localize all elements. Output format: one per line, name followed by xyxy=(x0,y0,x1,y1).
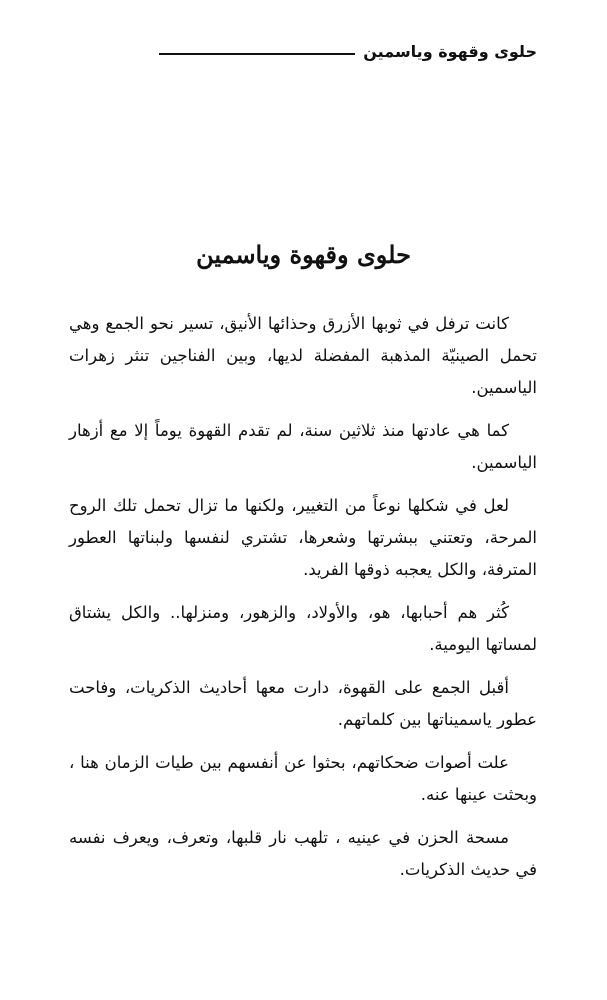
header-rule xyxy=(159,53,355,55)
running-header xyxy=(159,42,537,61)
paragraph: كُثر هم أحبابها، هو، والأولاد، والزهور، ومنزلها.. والكل يشتاق لمساتها اليومية. xyxy=(69,603,537,654)
paragraph: مسحة الحزن في عينيه ، تلهب نار قلبها، وتعرف، ويعرف نفسه في حديث الذكريات. xyxy=(69,828,537,879)
body-text xyxy=(69,308,537,897)
running-header-title: حلوى وقهوة وياسمين xyxy=(363,42,537,61)
chapter-title: حلوى وقهوة وياسمين xyxy=(196,240,411,269)
paragraph: علت أصوات ضحكاتهم، بحثوا عن أنفسهم بين طيات الزمان هنا ، وبحثت عينها عنه. xyxy=(69,753,537,804)
paragraph: لعل في شكلها نوعاً من التغيير، ولكنها ما تزال تحمل تلك الروح المرحة، وتعتني ببشرتها وشعرها، تشتري لنفسها ولبناتها العطور المترفة، والكل يعجبه ذوقها الفريد. xyxy=(69,496,537,579)
paragraph: أقبل الجمع على القهوة، دارت معها أحاديث الذكريات، وفاحت عطور ياسميناتها بين كلماتهم. xyxy=(69,678,537,729)
paragraph: كما هي عادتها منذ ثلاثين سنة، لم تقدم القهوة يوماً إلا مع أزهار الياسمين. xyxy=(69,421,537,472)
paragraph: كانت ترفل في ثوبها الأزرق وحذائها الأنيق، تسير نحو الجمع وهي تحمل الصينيّة المذهبة المفضلة لديها، وبين الفناجين تنثر زهرات الياسمين. xyxy=(69,314,537,397)
